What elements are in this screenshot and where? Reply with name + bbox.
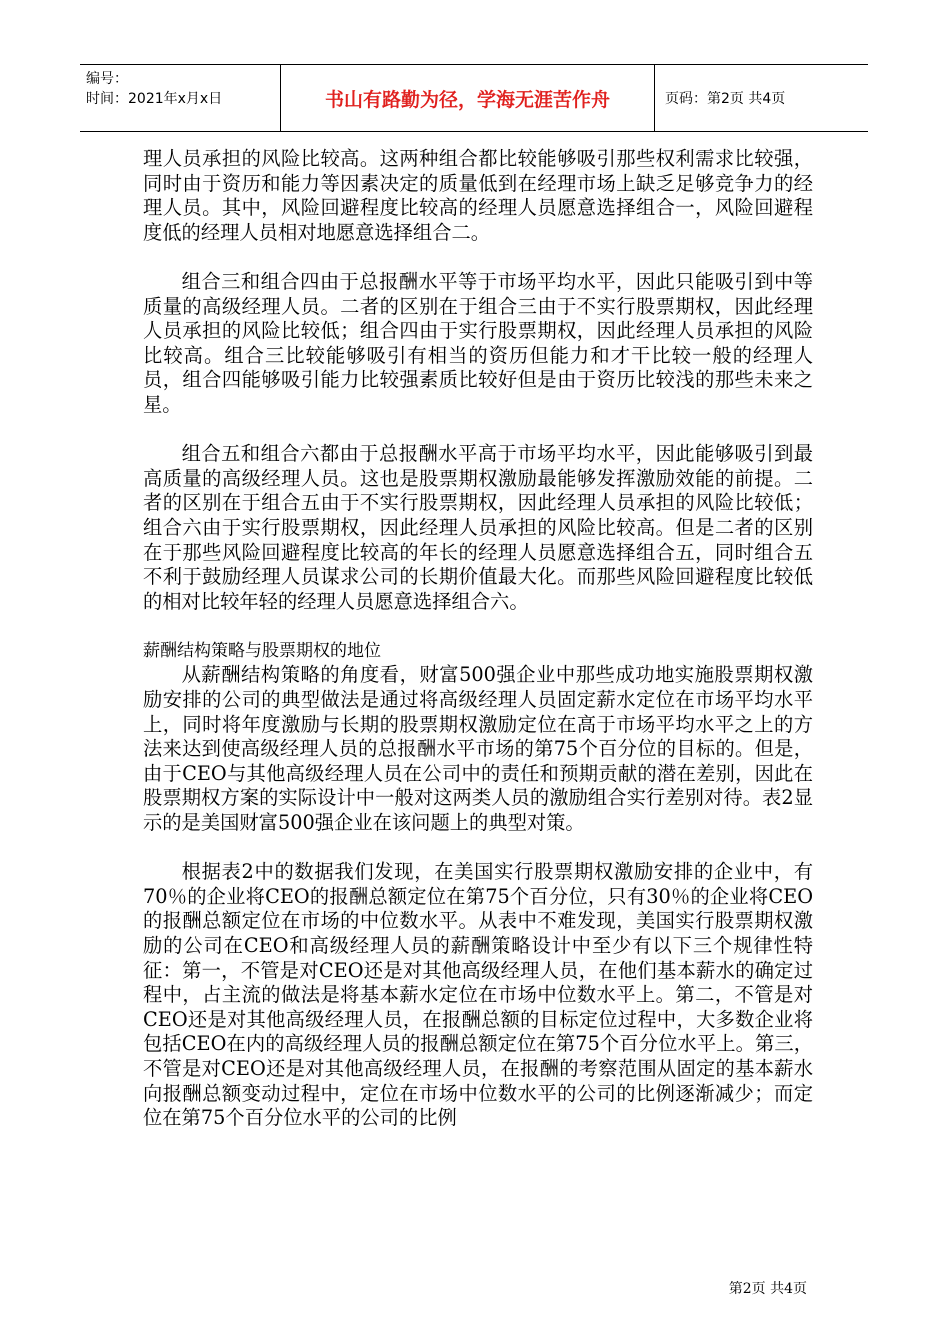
document-date-label: 时间：2021年x月x日: [86, 91, 223, 107]
document-number-label: 编号：: [86, 71, 128, 87]
page-header: [80, 64, 868, 132]
header-motto: 书山有路勤为径，学海无涯苦作舟: [281, 65, 655, 131]
paragraph: 从薪酬结构策略的角度看，财富500强企业中那些成功地实施股票期权激励安排的公司的典型做法是通过将高级经理人员固定薪水定位在市场平均水平上，同时将年度激励与长期的股票期权激励定位在高于市场平均水平之上的方法来达到使高级经理人员的总报酬水平市场的第75个百分位的目标的。但是，由于CEO与其他高级经理人员在公司中的责任和预期贡献的潜在差别，因此在股票期权方案的实际设计中一般对这两类人员的激励组合实行差别对待。表2显示的是美国财富500强企业在该问题上的典型对策。: [143, 663, 813, 835]
section-heading: 薪酬结构策略与股票期权的地位: [143, 640, 381, 661]
paragraph-continued: 理人员承担的风险比较高。这两种组合都比较能够吸引那些权利需求比较强，同时由于资历和能力等因素决定的质量低到在经理市场上缺乏足够竞争力的经理人员。其中，风险回避程度比较高的经理人员愿意选择组合一，风险回避程度低的经理人员相对地愿意选择组合二。: [143, 147, 813, 244]
paragraph: 根据表2中的数据我们发现，在美国实行股票期权激励安排的企业中，有70％的企业将CEO的报酬总额定位在第75个百分位，只有30％的企业将CEO的报酬总额定位在市场的中位数水平。从表中不难发现，美国实行股票期权激励的公司在CEO和高级经理人员的薪酬策略设计中至少有以下三个规律性特征：第一，不管是对CEO还是对其他高级经理人员，在他们基本薪水的确定过程中，占主流的做法是将基本薪水定位在市场中位数水平上。第二，不管是对CEO还是对其他高级经理人员，在报酬总额的目标定位过程中，大多数企业将包括CEO在内的高级经理人员的报酬总额定位在第75个百分位水平上。第三，不管是对CEO还是对其他高级经理人员，在报酬的考察范围从固定的基本薪水向报酬总额变动过程中，定位在市场中位数水平的公司的比例逐渐减少；而定位在第75个百分位水平的公司的比例: [143, 860, 813, 1130]
header-page-number: 页码：第2页 共4页: [665, 91, 786, 107]
page-footer: 第2页 共4页: [728, 1281, 807, 1297]
paragraph: 组合五和组合六都由于总报酬水平高于市场平均水平，因此能够吸引到最高质量的高级经理人员。这也是股票期权激励最能够发挥激励效能的前提。二者的区别在于组合五由于不实行股票期权，因此经理人员承担的风险比较低；组合六由于实行股票期权，因此经理人员承担的风险比较高。但是二者的区别在于那些风险回避程度比较高的年长的经理人员愿意选择组合五，同时组合五不利于鼓励经理人员谋求公司的长期价值最大化。而那些风险回避程度比较低的相对比较年轻的经理人员愿意选择组合六。: [143, 442, 813, 613]
header-meta: [80, 65, 281, 131]
document-body: [143, 147, 813, 1131]
paragraph: 组合三和组合四由于总报酬水平等于市场平均水平，因此只能吸引到中等质量的高级经理人员。二者的区别在于组合三由于不实行股票期权，因此经理人员承担的风险比较低；组合四由于实行股票期权，因此经理人员承担的风险比较高。组合三比较能够吸引有相当的资历但能力和才干比较一般的经理人员，组合四能够吸引能力比较强素质比较好但是由于资历比较浅的那些未来之星。: [143, 269, 813, 416]
